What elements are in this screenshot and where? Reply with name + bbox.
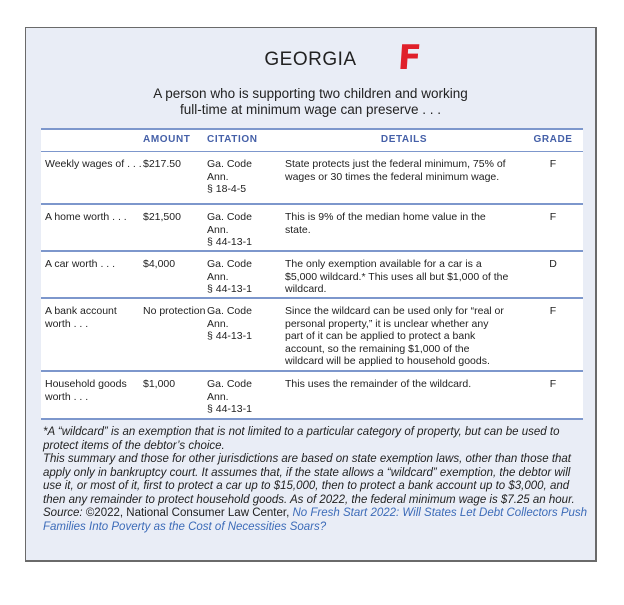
citation-line: Ann. bbox=[207, 317, 229, 330]
row-amount: $4,000 bbox=[143, 258, 176, 270]
row-amount: $21,500 bbox=[143, 211, 181, 223]
row-details: The only exemption available for a car is a $5,000 wildcard.* This uses all but $1,000 of the wildcard. bbox=[285, 258, 509, 295]
row-details: Since the wildcard can be used only for “real or personal property,” it is unclear whether any part of it can be applied to protect a bank account, so the remaining $1,000 of the wildcard will be applied to household goods. bbox=[285, 305, 504, 367]
column-header-citation: CITATION bbox=[207, 134, 258, 146]
footnote: *A “wildcard” is an exemption that is not limited to a particular category of property, but can be used to protect items of the debtor’s choice. bbox=[43, 426, 560, 452]
row-grade: F bbox=[549, 378, 557, 390]
overall-grade: F bbox=[396, 38, 423, 78]
table-row bbox=[41, 299, 583, 372]
row-grade: D bbox=[549, 258, 557, 270]
row-item: A car worth . . . bbox=[45, 258, 116, 270]
row-citation bbox=[207, 205, 285, 250]
citation-line: Ga. Code bbox=[207, 258, 252, 270]
exemptions-table bbox=[41, 128, 583, 420]
row-amount: No protection bbox=[143, 305, 206, 317]
citation-line: § 44-13-1 bbox=[207, 403, 252, 415]
table-row bbox=[41, 152, 583, 205]
citation-line: Ga. Code bbox=[207, 305, 252, 317]
citation-line: Ann. bbox=[207, 223, 229, 236]
row-citation bbox=[207, 372, 285, 418]
row-item: A home worth . . . bbox=[45, 211, 127, 223]
citation-line: § 44-13-1 bbox=[207, 330, 252, 342]
column-header-amount: AMOUNT bbox=[143, 134, 191, 146]
citation-line: Ann. bbox=[207, 170, 229, 183]
row-amount: $217.50 bbox=[143, 158, 181, 170]
citation-line: § 44-13-1 bbox=[207, 283, 252, 295]
subtitle bbox=[26, 86, 595, 118]
notes bbox=[43, 426, 588, 534]
row-grade: F bbox=[549, 211, 557, 223]
source-link[interactable]: No Fresh Start 2022: Will States Let Debt Collectors Push Families Into Poverty as the Cost of Necessities Soars? bbox=[43, 507, 588, 533]
row-grade: F bbox=[549, 158, 557, 170]
table-row bbox=[41, 252, 583, 299]
citation-line: Ga. Code bbox=[207, 378, 252, 390]
state-summary-panel bbox=[25, 27, 597, 562]
subtitle-line: A person who is supporting two children and working bbox=[153, 86, 468, 101]
table-header bbox=[41, 130, 583, 152]
citation-line: Ga. Code bbox=[207, 211, 252, 223]
row-details: State protects just the federal minimum, 75% of wages or 30 times the federal minimum wage. bbox=[285, 158, 506, 183]
citation-line: § 18-4-5 bbox=[207, 183, 247, 195]
column-header-grade: GRADE bbox=[533, 134, 573, 146]
methodology-note: This summary and those for other jurisdictions are based on state exemption laws, other than those that apply only in bankruptcy court. It assumes that, if the state allows a “wildcard” exemption, the debtor will use it, or most of it, first to protect a car up to $15,000, then to protect a bank account up to $3,000, and then any remainder to protect household goods. As of 2022, the federal minimum wage is $7.25 an hour. bbox=[43, 453, 575, 506]
citation-line: Ann. bbox=[207, 270, 229, 283]
row-grade: F bbox=[549, 305, 557, 317]
table-row bbox=[41, 372, 583, 420]
page-title: GEORGIA bbox=[264, 49, 357, 70]
row-item: A bank account worth . . . bbox=[45, 305, 117, 330]
column-header-details: DETAILS bbox=[380, 134, 428, 146]
source-line bbox=[43, 507, 588, 534]
source-label: Source: bbox=[43, 507, 83, 519]
row-item: Weekly wages of . . . bbox=[45, 158, 142, 170]
citation-line: Ann. bbox=[207, 390, 229, 403]
row-item: Household goods worth . . . bbox=[45, 378, 127, 403]
row-details: This is 9% of the median home value in the state. bbox=[285, 211, 486, 236]
citation-line: § 44-13-1 bbox=[207, 236, 252, 248]
source-text: ©2022, National Consumer Law Center, bbox=[82, 507, 293, 519]
subtitle-line: full-time at minimum wage can preserve . . . bbox=[179, 102, 442, 117]
row-citation bbox=[207, 152, 285, 203]
table-row bbox=[41, 205, 583, 252]
row-details: This uses the remainder of the wildcard. bbox=[285, 378, 472, 390]
row-citation bbox=[207, 252, 285, 297]
row-amount: $1,000 bbox=[143, 378, 176, 390]
row-citation bbox=[207, 299, 285, 370]
citation-line: Ga. Code bbox=[207, 158, 252, 170]
